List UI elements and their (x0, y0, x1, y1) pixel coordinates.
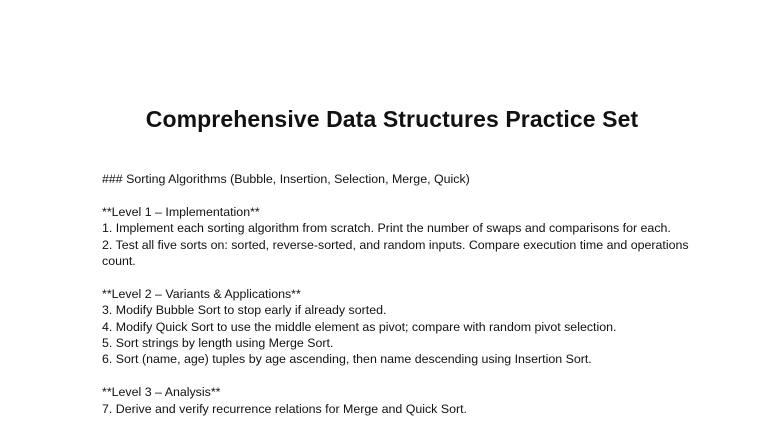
list-item: 4. Modify Quick Sort to use the middle element as pivot; compare with random pivot selection. (102, 319, 617, 334)
list-item: 1. Implement each sorting algorithm from scratch. Print the number of swaps and comparisons for each. (102, 221, 671, 236)
section-heading: ### Sorting Algorithms (Bubble, Insertion, Selection, Merge, Quick) (102, 172, 470, 186)
list-item: 7. Derive and verify recurrence relations for Merge and Quick Sort. (102, 401, 467, 416)
document-body (102, 171, 692, 417)
list-item: 5. Sort strings by length using Merge Sort. (102, 336, 334, 351)
level-3-heading: **Level 3 – Analysis** (102, 385, 221, 400)
level-2-heading: **Level 2 – Variants & Applications** (102, 286, 301, 301)
list-item: 2. Test all five sorts on: sorted, reverse-sorted, and random inputs. Compare execution time and operations count. (102, 237, 689, 269)
document-title: Comprehensive Data Structures Practice Set (145, 106, 639, 132)
spacer (102, 269, 692, 285)
list-item: 6. Sort (name, age) tuples by age ascending, then name descending using Insertion Sort. (102, 352, 592, 367)
spacer (102, 368, 692, 384)
list-item: 3. Modify Bubble Sort to stop early if already sorted. (102, 303, 387, 318)
level-1-heading: **Level 1 – Implementation** (102, 204, 260, 219)
spacer (102, 187, 692, 203)
